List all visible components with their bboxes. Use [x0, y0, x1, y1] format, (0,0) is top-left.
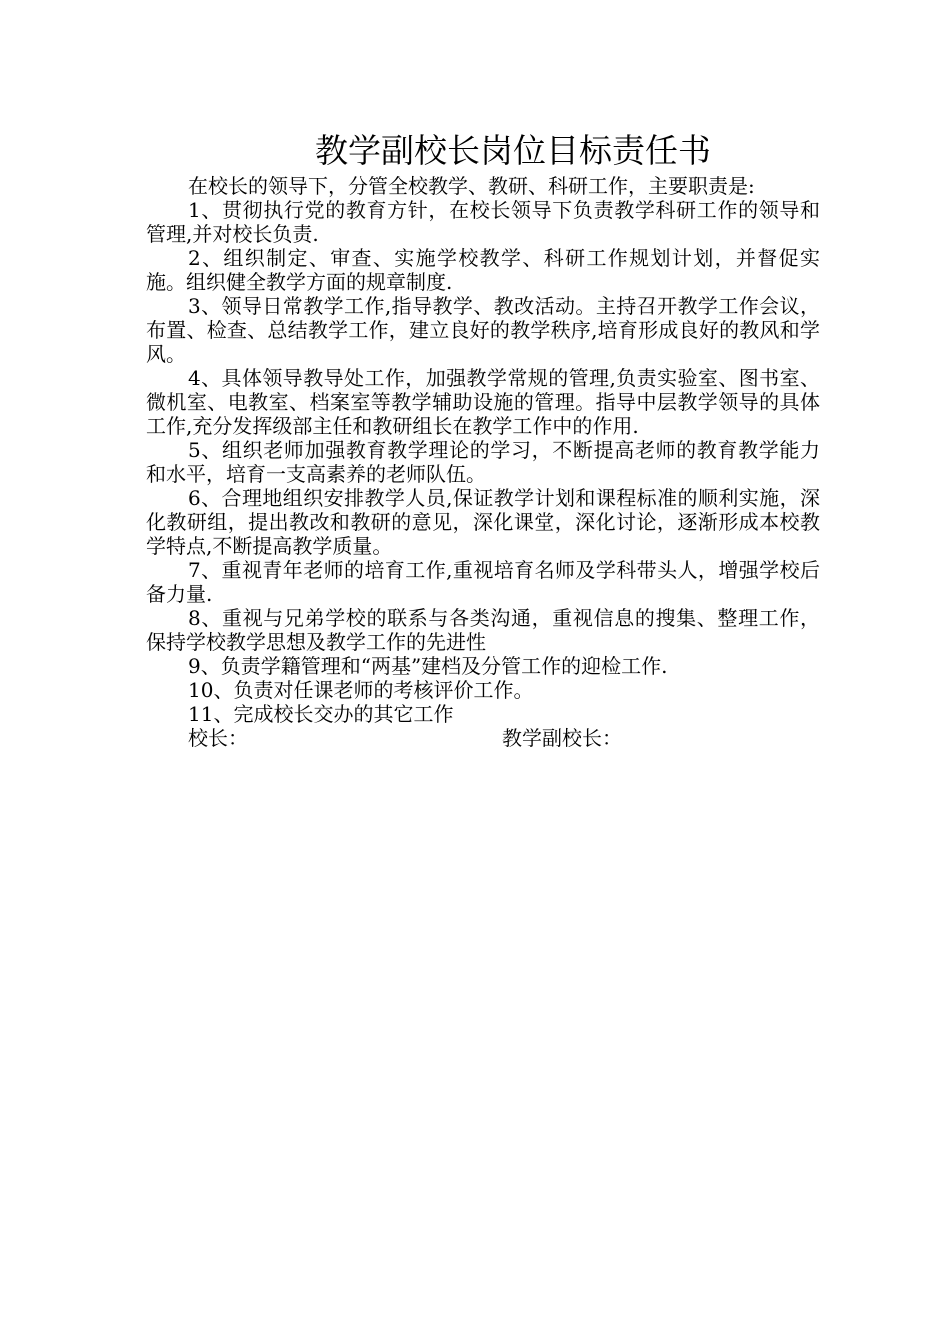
- vice-principal-signature-label: 教学副校长：: [502, 726, 622, 750]
- duty-item-10: 10、负责对任课老师的考核评价工作。: [188, 678, 534, 702]
- intro-paragraph: 在校长的领导下，分管全校教学、教研、科研工作，主要职责是:: [188, 174, 755, 198]
- duty-item-3: 3、领导日常教学工作,指导教学、教改活动。主持召开教学工作会议，布置、检查、总结教学工作，建立良好的教学秩序,培育形成良好的教风和学风。: [146, 294, 820, 366]
- duty-item-4: 4、具体领导教导处工作，加强教学常规的管理,负责实验室、图书室、微机室、电教室、档案室等教学辅助设施的管理。指导中层教学领导的具体工作,充分发挥级部主任和教研组长在教学工作中的作用.: [146, 366, 820, 438]
- duty-item-1: 1、贯彻执行党的教育方针，在校长领导下负责教学科研工作的领导和管理,并对校长负责.: [146, 198, 820, 246]
- document-page: [146, 130, 820, 750]
- duty-item-8: 8、重视与兄弟学校的联系与各类沟通，重视信息的搜集、整理工作，保持学校教学思想及教学工作的先进性: [146, 606, 820, 654]
- principal-signature-label: 校长：: [188, 726, 248, 750]
- duty-item-2: 2、组织制定、审查、实施学校教学、科研工作规划计划，并督促实施。组织健全教学方面的规章制度.: [146, 246, 820, 294]
- duty-item-9: 9、负责学籍管理和“两基”建档及分管工作的迎检工作.: [188, 654, 668, 678]
- signature-row: [146, 726, 820, 750]
- duty-item-7: 7、重视青年老师的培育工作,重视培育名师及学科带头人，增强学校后备力量.: [146, 558, 820, 606]
- duty-item-11: 11、完成校长交办的其它工作: [188, 702, 454, 726]
- page-title: 教学副校长岗位目标责任书: [315, 131, 711, 170]
- duty-item-5: 5、组织老师加强教育教学理论的学习，不断提高老师的教育教学能力和水平，培育一支高素养的老师队伍。: [146, 438, 820, 486]
- duty-item-6: 6、合理地组织安排教学人员,保证教学计划和课程标准的顺利实施，深化教研组，提出教改和教研的意见，深化课堂，深化讨论，逐渐形成本校教学特点,不断提高教学质量。: [146, 486, 820, 558]
